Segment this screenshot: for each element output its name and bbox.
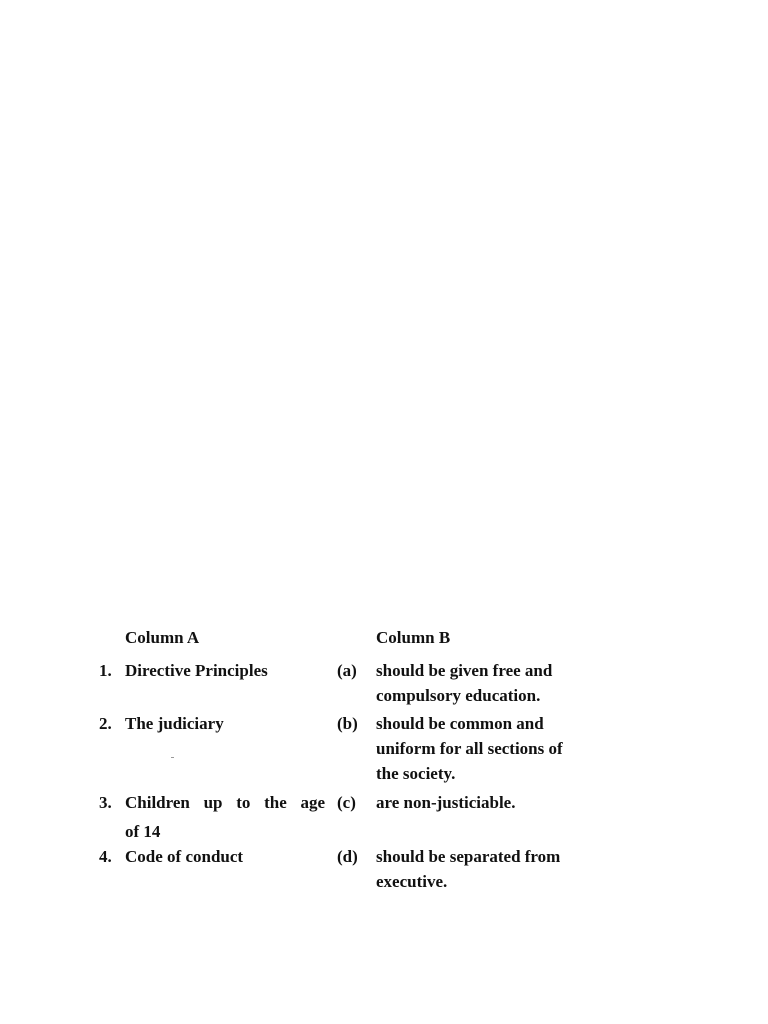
match-the-columns-table bbox=[96, 628, 596, 894]
scan-speck bbox=[171, 757, 174, 758]
column-b-item bbox=[376, 658, 581, 708]
row-letter: (a) bbox=[337, 661, 357, 680]
row-number: 4. bbox=[99, 847, 112, 866]
column-b-item bbox=[376, 711, 581, 786]
column-b-line: should be separated from bbox=[376, 847, 561, 866]
row-letter: (c) bbox=[337, 793, 356, 812]
column-b-line: should be given free and bbox=[376, 661, 553, 680]
column-a-item: Code of conduct bbox=[125, 847, 244, 866]
column-a-line: of 14 bbox=[125, 822, 161, 841]
column-a-item: The judiciary bbox=[125, 714, 224, 733]
column-b-line: executive. bbox=[376, 872, 448, 891]
table-header-row bbox=[96, 628, 596, 658]
column-a-heading: Column A bbox=[125, 628, 200, 647]
row-number: 1. bbox=[99, 661, 112, 680]
column-a-line: Children up to the age bbox=[125, 793, 325, 812]
column-b-heading: Column B bbox=[376, 628, 451, 647]
column-a-item: Directive Principles bbox=[125, 661, 268, 680]
column-b-line: uniform for all sections of bbox=[376, 739, 563, 758]
table-row bbox=[96, 658, 596, 711]
table-row bbox=[96, 790, 596, 844]
table-row bbox=[96, 844, 596, 894]
column-b-line: should be common and bbox=[376, 714, 544, 733]
column-b-line: are non-justiciable. bbox=[376, 793, 516, 812]
table-row bbox=[96, 711, 596, 790]
row-number: 3. bbox=[99, 793, 112, 812]
column-b-line: compulsory education. bbox=[376, 686, 541, 705]
row-number: 2. bbox=[99, 714, 112, 733]
column-b-line: the society. bbox=[376, 764, 456, 783]
column-b-item bbox=[376, 790, 581, 815]
row-letter: (d) bbox=[337, 847, 358, 866]
column-a-item bbox=[125, 790, 325, 844]
row-letter: (b) bbox=[337, 714, 358, 733]
column-b-item bbox=[376, 844, 581, 894]
